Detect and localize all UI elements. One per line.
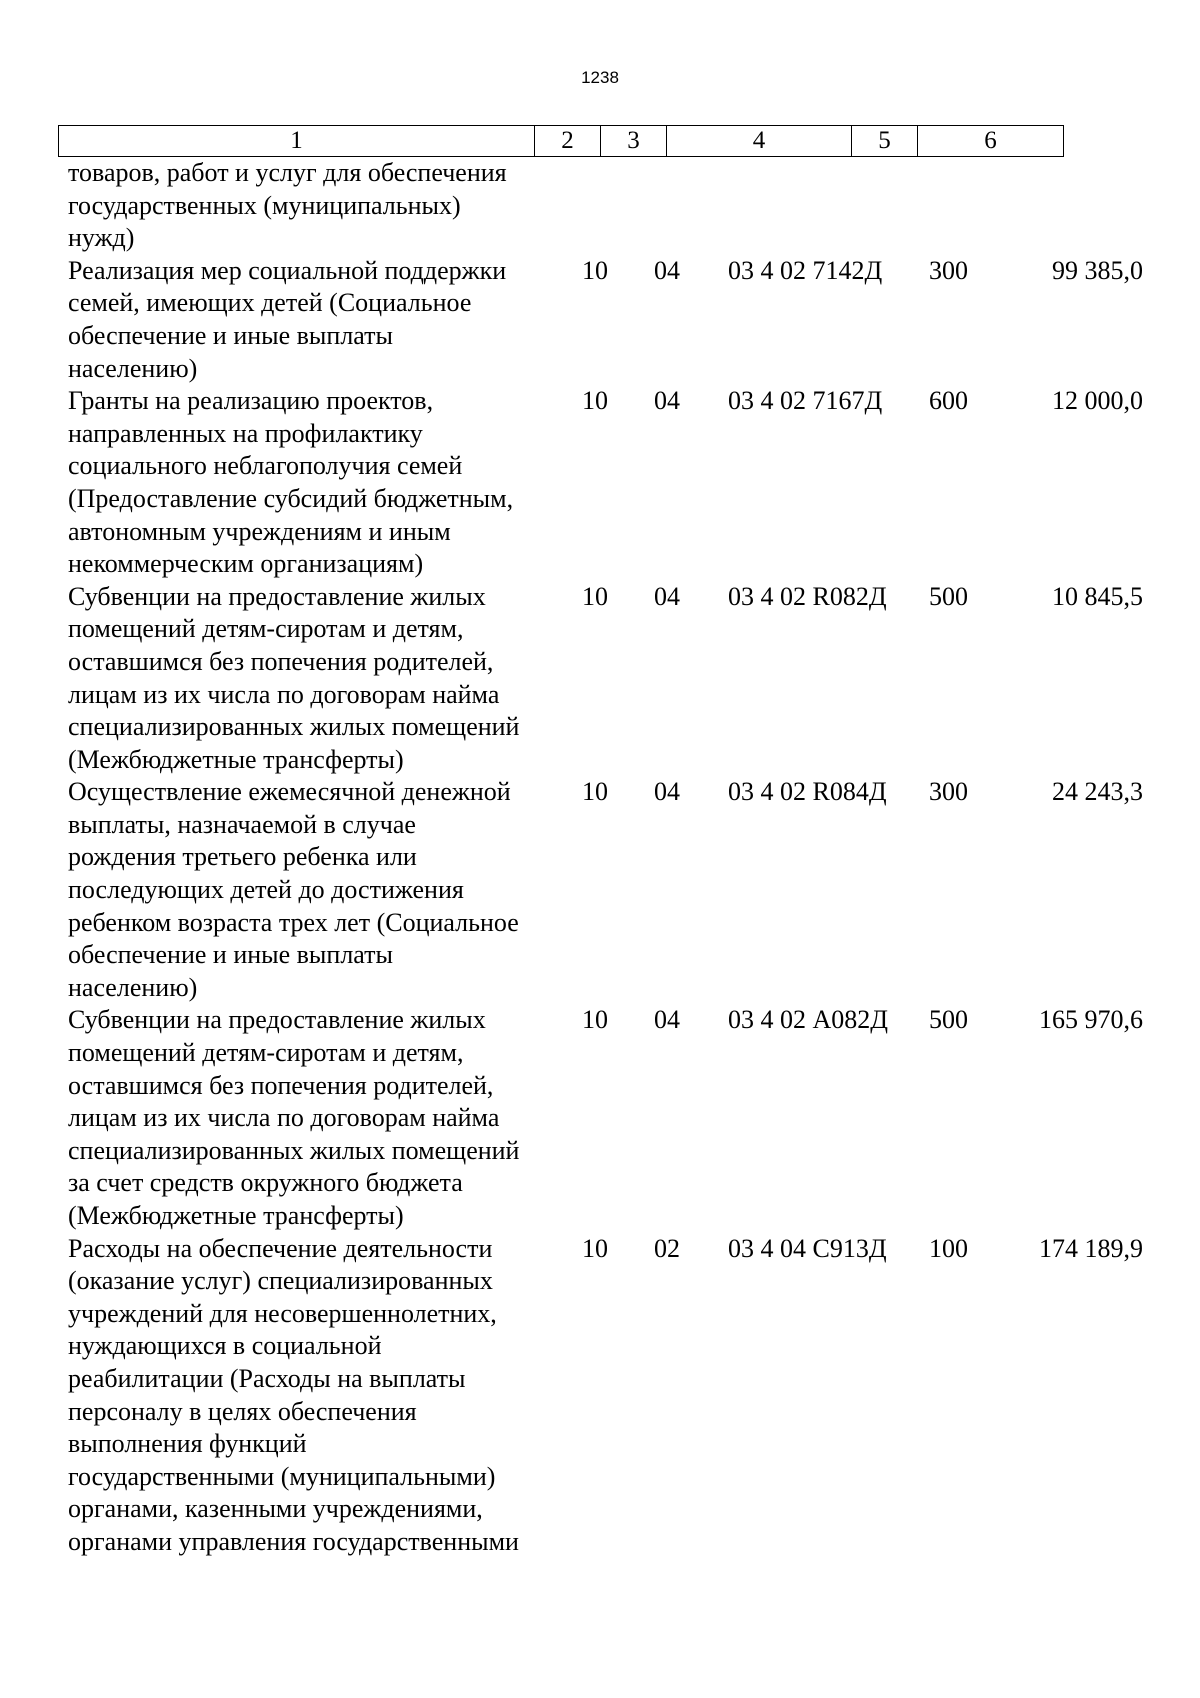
description-line: Осуществление ежемесячной денежной	[68, 777, 511, 807]
table-row	[58, 157, 1153, 255]
description-line: Реализация мер социальной поддержки	[68, 255, 507, 285]
description-line: Субвенции на предоставление жилых	[68, 1005, 486, 1035]
description-line: товаров, работ и услуг для обеспечения	[68, 158, 507, 187]
description-line: помещений детям-сиротам и детям,	[68, 1038, 464, 1068]
description-line: направленных на профилактику	[68, 418, 423, 448]
description-line: нуждающихся в социальной	[68, 1331, 382, 1361]
description-line: реабилитации (Расходы на выплаты	[68, 1363, 466, 1393]
row-section-code: 10	[582, 1005, 608, 1035]
description-line: государственных (муниципальных)	[68, 190, 461, 220]
row-description	[58, 581, 570, 777]
header-col-6: 6	[918, 126, 1064, 157]
description-line: выплаты, назначаемой в случае	[68, 809, 416, 839]
row-section-code: 10	[582, 1233, 608, 1263]
header-col-5: 5	[852, 126, 918, 157]
description-line: некоммерческим организациям)	[68, 549, 424, 579]
table-row	[58, 385, 1153, 581]
description-line: населению)	[68, 353, 198, 383]
row-target-article: 03 4 02 R082Д	[728, 581, 887, 611]
description-line: (Межбюджетные трансферты)	[68, 1201, 404, 1230]
row-expense-type: 100	[929, 1233, 968, 1263]
row-description	[58, 1004, 570, 1232]
description-line: семей, имеющих детей (Социальное	[68, 288, 472, 318]
description-line: государственными (муниципальными)	[68, 1461, 496, 1491]
description-line: учреждений для несовершеннолетних,	[68, 1298, 497, 1328]
row-expense-type: 500	[929, 1005, 968, 1035]
description-line: лицам из их числа по договорам найма	[68, 1103, 500, 1133]
row-subsection-code: 04	[654, 1005, 680, 1035]
row-expense-type: 300	[929, 255, 968, 285]
row-description	[58, 1233, 570, 1559]
table-body	[58, 157, 1153, 1559]
row-amount: 165 970,6	[1039, 1005, 1143, 1035]
table-header	[58, 125, 1064, 157]
row-amount: 99 385,0	[1052, 255, 1143, 285]
description-line: оставшимся без попечения родителей,	[68, 646, 494, 676]
description-line: органами, казенными учреждениями,	[68, 1494, 483, 1524]
table-row	[58, 1004, 1153, 1232]
description-line: (Предоставление субсидий бюджетным,	[68, 483, 514, 513]
description-line: органами управления государственными	[68, 1526, 519, 1556]
header-col-1: 1	[59, 126, 535, 157]
header-col-4: 4	[667, 126, 852, 157]
header-col-2: 2	[535, 126, 601, 157]
description-line: Расходы на обеспечение деятельности	[68, 1233, 493, 1263]
row-description	[58, 255, 570, 385]
description-line: помещений детям-сиротам и детям,	[68, 614, 464, 644]
description-line: рождения третьего ребенка или	[68, 842, 417, 872]
row-section-code: 10	[582, 386, 608, 416]
row-description	[58, 157, 570, 255]
row-target-article: 03 4 02 R084Д	[728, 777, 887, 807]
row-expense-type: 500	[929, 581, 968, 611]
description-line: Гранты на реализацию проектов,	[68, 386, 434, 416]
description-line: автономным учреждениям и иным	[68, 516, 451, 546]
row-subsection-code: 04	[654, 777, 680, 807]
row-section-code: 10	[582, 581, 608, 611]
row-target-article: 03 4 04 С913Д	[728, 1233, 887, 1263]
row-subsection-code: 04	[654, 581, 680, 611]
description-line: последующих детей до достижения	[68, 875, 464, 905]
description-line: обеспечение и иные выплаты	[68, 940, 393, 970]
row-target-article: 03 4 02 А082Д	[728, 1005, 889, 1035]
row-target-article: 03 4 02 7167Д	[728, 386, 883, 416]
row-section-code: 10	[582, 255, 608, 285]
description-line: выполнения функций	[68, 1429, 307, 1459]
table-row	[58, 1233, 1153, 1559]
header-col-3: 3	[601, 126, 667, 157]
description-line: обеспечение и иные выплаты	[68, 320, 393, 350]
description-line: Субвенции на предоставление жилых	[68, 581, 486, 611]
row-amount: 10 845,5	[1052, 581, 1143, 611]
row-target-article: 03 4 02 7142Д	[728, 255, 883, 285]
description-line: оставшимся без попечения родителей,	[68, 1070, 494, 1100]
description-line: специализированных жилых помещений	[68, 712, 520, 742]
table-row	[58, 255, 1153, 385]
description-line: персоналу в целях обеспечения	[68, 1396, 417, 1426]
row-subsection-code: 04	[654, 255, 680, 285]
row-expense-type: 300	[929, 777, 968, 807]
description-line: социального неблагополучия семей	[68, 451, 463, 481]
row-expense-type: 600	[929, 386, 968, 416]
row-section-code: 10	[582, 777, 608, 807]
description-line: ребенком возраста трех лет (Социальное	[68, 907, 519, 937]
table-row	[58, 581, 1153, 777]
description-line: лицам из их числа по договорам найма	[68, 679, 500, 709]
row-amount: 24 243,3	[1052, 777, 1143, 807]
description-line: специализированных жилых помещений	[68, 1135, 520, 1165]
description-line: (оказание услуг) специализированных	[68, 1266, 493, 1296]
description-line: населению)	[68, 972, 198, 1002]
table-row	[58, 776, 1153, 1004]
row-amount: 174 189,9	[1039, 1233, 1143, 1263]
description-line: (Межбюджетные трансферты)	[68, 744, 404, 774]
description-line: за счет средств окружного бюджета	[68, 1168, 463, 1198]
row-description	[58, 776, 570, 1004]
row-description	[58, 385, 570, 581]
row-amount: 12 000,0	[1052, 386, 1143, 416]
page-number: 1238	[581, 68, 619, 87]
row-subsection-code: 02	[654, 1233, 680, 1263]
description-line: нужд)	[68, 223, 135, 253]
row-subsection-code: 04	[654, 386, 680, 416]
